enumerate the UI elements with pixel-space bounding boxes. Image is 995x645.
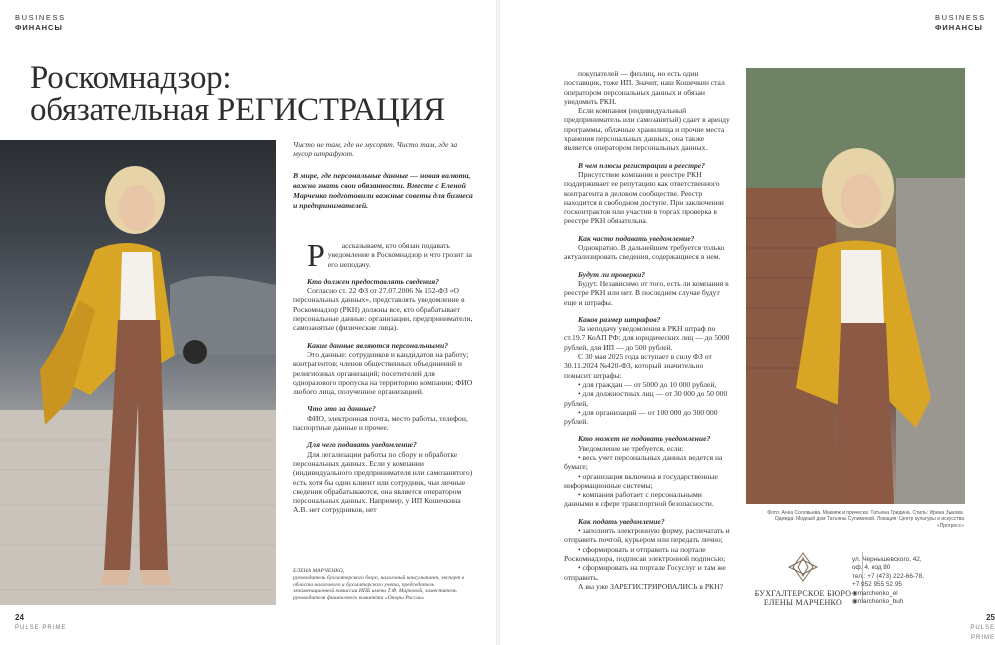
- subheading: Как часто подавать уведомление?: [578, 233, 695, 243]
- epigraph: Чисто не там, где не мусорят. Чисто там, где за мусор штрафуют.: [293, 140, 458, 159]
- intro-paragraph: [293, 237, 473, 273]
- title-line-1: Роскомнадзор:: [30, 60, 232, 96]
- subheading: Какие данные являются персональными?: [307, 340, 449, 350]
- page-number-left: 24 PULSE PRIME: [15, 613, 67, 631]
- section-header-right: [935, 13, 986, 33]
- author-byline: [293, 568, 473, 602]
- paragraph: • для должностных лиц — от 30 000 до 50 000 рублей,: [564, 389, 728, 408]
- paragraph: • сформировать на портале Госуслуг и там же отправить.: [564, 563, 726, 582]
- paragraph: • сформировать и отправить на портале Роскомнадзора, подписав электронной подписью;: [564, 544, 726, 563]
- paragraph: А вы уже ЗАРЕГИСТРИРОВАЛИСЬ в РКН?: [578, 581, 723, 591]
- author-bio: руководитель бухгалтерского бюро, налоговый консультант, эксперт в области налогового и бухгалтерского учета, председатель экзаменационной комиссии ИПБ имени Т.Ф. Марковой, заместитель руководителя финансового комитета «Опоры России»: [293, 574, 465, 602]
- column-1-body: [293, 277, 473, 515]
- magazine-name: PULSE PRIME: [15, 625, 67, 631]
- subheading: В чем плюсы регистрации в реестре?: [578, 160, 705, 170]
- subheading: Каков размер штрафов?: [578, 314, 661, 324]
- paragraph: За неподачу уведомления в РКН штраф по ст.19.7 КоАП РФ: для юридических лиц — до 5000 рублей, для ИП — до 500 рублей.: [564, 324, 730, 352]
- brand-name-line-2: ЕЛЕНЫ МАРЧЕНКО: [763, 598, 843, 607]
- lead-paragraph: В мире, где персональные данные — новая валюта, важно знать свои обязанности. Вместе с Еленой Марченко подготовили важные советы для бизнеса и предпринимателей.: [293, 171, 473, 210]
- paragraph: покупателей — физлиц, но есть один поставщик, тоже ИП. Значит, наш Кошечкин стал оператором персональных данных и обязан уведомить РКН.: [564, 69, 725, 106]
- paragraph: Однократно. В дальнейшем требуется только актуализировать сведения, содержащиеся в нем.: [564, 243, 725, 262]
- article-column-2: [564, 69, 731, 591]
- contacts-block: [852, 556, 924, 606]
- header-section: ФИНАНСЫ: [935, 23, 983, 32]
- header-section: ФИНАНСЫ: [15, 23, 63, 32]
- paragraph: • для граждан — от 5000 до 10 000 рублей,: [578, 379, 717, 389]
- social-handle-2: ◉marchenko_buh: [852, 598, 904, 606]
- instagram-icon: ◉: [852, 589, 858, 597]
- article-title: [30, 62, 445, 126]
- header-kicker: BUSINESS: [935, 13, 986, 22]
- page-gutter: [496, 0, 500, 645]
- photo-illustration: [746, 68, 965, 504]
- subheading: Как подать уведомление?: [578, 516, 665, 526]
- magazine-name: PULSE PRIME: [970, 625, 995, 641]
- paragraph: Если компания (индивидуальный предприниматель или самозанятый) сдает в аренду программы, облачные хранилища и прочие места хранения персональных данных, она также является оператором персональных данных.: [564, 106, 730, 153]
- social-handle-1: ◉marchenko_el: [852, 589, 898, 597]
- paragraph: • компания работает с персональными данными в сфере транспортной безопасности.: [564, 490, 714, 509]
- paragraph: • для организаций — от 100 000 до 300 000 рублей.: [564, 407, 718, 427]
- paragraph: • организация включена в государственные информационные системы;: [564, 471, 718, 490]
- photo-credit: Фото: Анна Соловьева. Макияж и прическа: Татьяна Гридина. Стиль: Ирина Зыкова. Одежда: Модный дом Татьяны Сулиминой. Локация: Центр культуры и искусства «Прогресс»: [767, 510, 964, 529]
- photo-illustration: [0, 140, 276, 605]
- paragraph: • весь учет персональных данных ведется на бумаге;: [564, 452, 723, 472]
- subheading: Кто должен предоставлять сведения?: [307, 276, 439, 286]
- header-kicker: BUSINESS: [15, 13, 66, 22]
- paragraph: Уведомление не требуется, если:: [578, 443, 684, 453]
- paragraph: С 30 мая 2025 года вступает в силу ФЗ от 30.11.2024 №420-ФЗ, который значительно повысит штрафы:: [564, 352, 712, 380]
- portrait-photo-right: [746, 68, 965, 504]
- portrait-photo-left: [0, 140, 276, 605]
- title-line-2: обязательная РЕГИСТРАЦИЯ: [30, 92, 445, 128]
- dropcap: Р: [307, 237, 325, 273]
- section-header-left: [15, 13, 66, 33]
- brand-block: [745, 550, 861, 607]
- paragraph: • заполнить электронную форму, распечатать и отправить почтой, курьером или передать лично;: [564, 526, 730, 545]
- paragraph: ФИО, электронная почта, место работы, телефон, паспортные данные и прочее.: [293, 413, 468, 433]
- author-name: ЕЛЕНА МАРЧЕНКО,: [293, 568, 345, 574]
- paragraph: Согласно ст. 22 ФЗ от 27.07.2006 № 152-ФЗ «О персональных данных», представлять уведомление в Роскомнадзор (РКН) должны все, кто обрабатывает персональные данные: организации, предприниматели, самозанятые (физические лица).: [293, 286, 473, 333]
- phone-line-2: +7 952 955 52 95: [852, 581, 902, 589]
- lotus-logo-icon: [786, 550, 820, 584]
- subheading: Для чего подавать уведомление?: [307, 440, 417, 450]
- page-number-right: 25 PULSE PRIME: [948, 613, 995, 643]
- phone-line-1: тел.: +7 (473) 222-66-78,: [852, 572, 924, 580]
- subheading: Кто может не подавать уведомление?: [578, 434, 711, 444]
- brand-name-line-1: БУХГАЛТЕРСКОЕ БЮРО: [754, 589, 852, 598]
- telegram-icon: ◉: [852, 598, 858, 606]
- article-column-1: [293, 237, 473, 515]
- subheading: Будут ли проверки?: [578, 269, 646, 279]
- paragraph: Это данные: сотрудников и кандидатов на работу; контрагентов; членов общественных объединений и религиозных организаций; посетителей для одноразового пропуска на территорию компании; ФИО любого лица, полученное организацией.: [293, 349, 473, 397]
- address-line-2: оф. 4, код 80: [852, 564, 891, 572]
- paragraph: Присутствие компании в реестре РКН поддерживает ее репутацию как ответственного контрагента в деловом сообществе. Реестр находится в свободном доступе. При заключении госконтрактов или участии в торгах проверка в реестре РКН обязательна.: [564, 169, 724, 226]
- subheading: Что это за данные?: [307, 404, 376, 414]
- paragraph: Для легализации работы по сбору и обработке персональных данных. Если у компании (индивидуального предпринимателя или самозанятого) есть хотя бы один клиент или сотрудник, чьи личные сведения обрабатываются, она является оператором персональных данных. Например, у ИП Кошечкина А.В. нет сотрудников, нет: [293, 449, 473, 515]
- paragraph: Будут. Независимо от того, есть ли компания в реестре РКН или нет. В последнем случае будут еще и штрафы.: [564, 278, 729, 307]
- intro-text: ассказываем, кто обязан подавать уведомление в Роскомнадзор и что грозит за его неподачу.: [327, 241, 472, 269]
- address-line-1: ул. Чернышевского, 42,: [852, 556, 922, 563]
